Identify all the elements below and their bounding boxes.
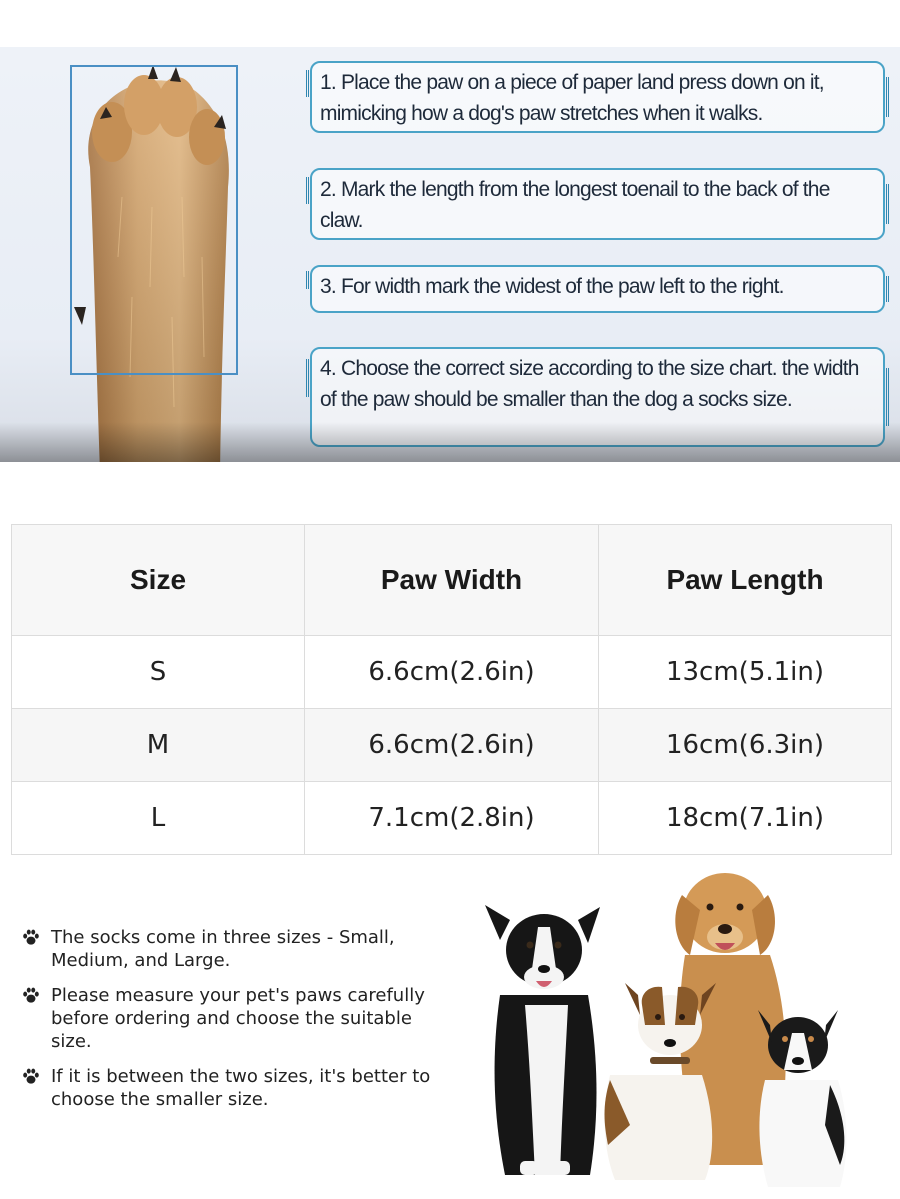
- tricolor-puppy-dog: [758, 1010, 847, 1187]
- cell-paw-length: 18cm(7.1in): [599, 782, 892, 855]
- instruction-step-4: 4. Choose the correct size according to the size chart. the width of the paw should be smaller than the dog a socks size.: [310, 347, 885, 447]
- note-text: Please measure your pet's paws carefully before ordering and choose the suitable size.: [51, 985, 425, 1052]
- border-collie-dog: [485, 905, 600, 1175]
- table-header-row: [12, 525, 892, 636]
- note-text: The socks come in three sizes - Small, Medium, and Large.: [51, 927, 395, 971]
- banner-bottom-shadow: [0, 422, 900, 462]
- paw-print-icon: [22, 929, 40, 946]
- instruction-step-3: 3. For width mark the widest of the paw left to the right.: [310, 265, 885, 313]
- table-row: [12, 782, 892, 855]
- cell-paw-width: 6.6cm(2.6in): [305, 636, 599, 709]
- table-row: [12, 709, 892, 782]
- sizing-notes-list: [22, 926, 452, 1123]
- header-size: Size: [12, 525, 305, 636]
- cell-paw-width: 6.6cm(2.6in): [305, 709, 599, 782]
- cell-paw-length: 13cm(5.1in): [599, 636, 892, 709]
- table-row: [12, 636, 892, 709]
- paw-measurement-frame: [70, 65, 238, 375]
- cell-size: S: [12, 636, 305, 709]
- dogs-group-photo: [470, 865, 890, 1195]
- cell-paw-width: 7.1cm(2.8in): [305, 782, 599, 855]
- paw-print-icon: [22, 1068, 40, 1085]
- note-text: If it is between the two sizes, it's better to choose the smaller size.: [51, 1066, 431, 1110]
- list-item: [22, 984, 452, 1053]
- header-paw-width: Paw Width: [305, 525, 599, 636]
- list-item: [22, 1065, 452, 1111]
- instruction-step-2: 2. Mark the length from the longest toenail to the back of the claw.: [310, 168, 885, 240]
- paw-print-icon: [22, 987, 40, 1004]
- measurement-instructions-banner: [0, 47, 900, 462]
- cell-size: M: [12, 709, 305, 782]
- list-item: [22, 926, 452, 972]
- header-paw-length: Paw Length: [599, 525, 892, 636]
- cell-size: L: [12, 782, 305, 855]
- instruction-step-1: 1. Place the paw on a piece of paper land press down on it, mimicking how a dog's paw stretches when it walks.: [310, 61, 885, 133]
- cell-paw-length: 16cm(6.3in): [599, 709, 892, 782]
- size-chart-table: [11, 524, 892, 855]
